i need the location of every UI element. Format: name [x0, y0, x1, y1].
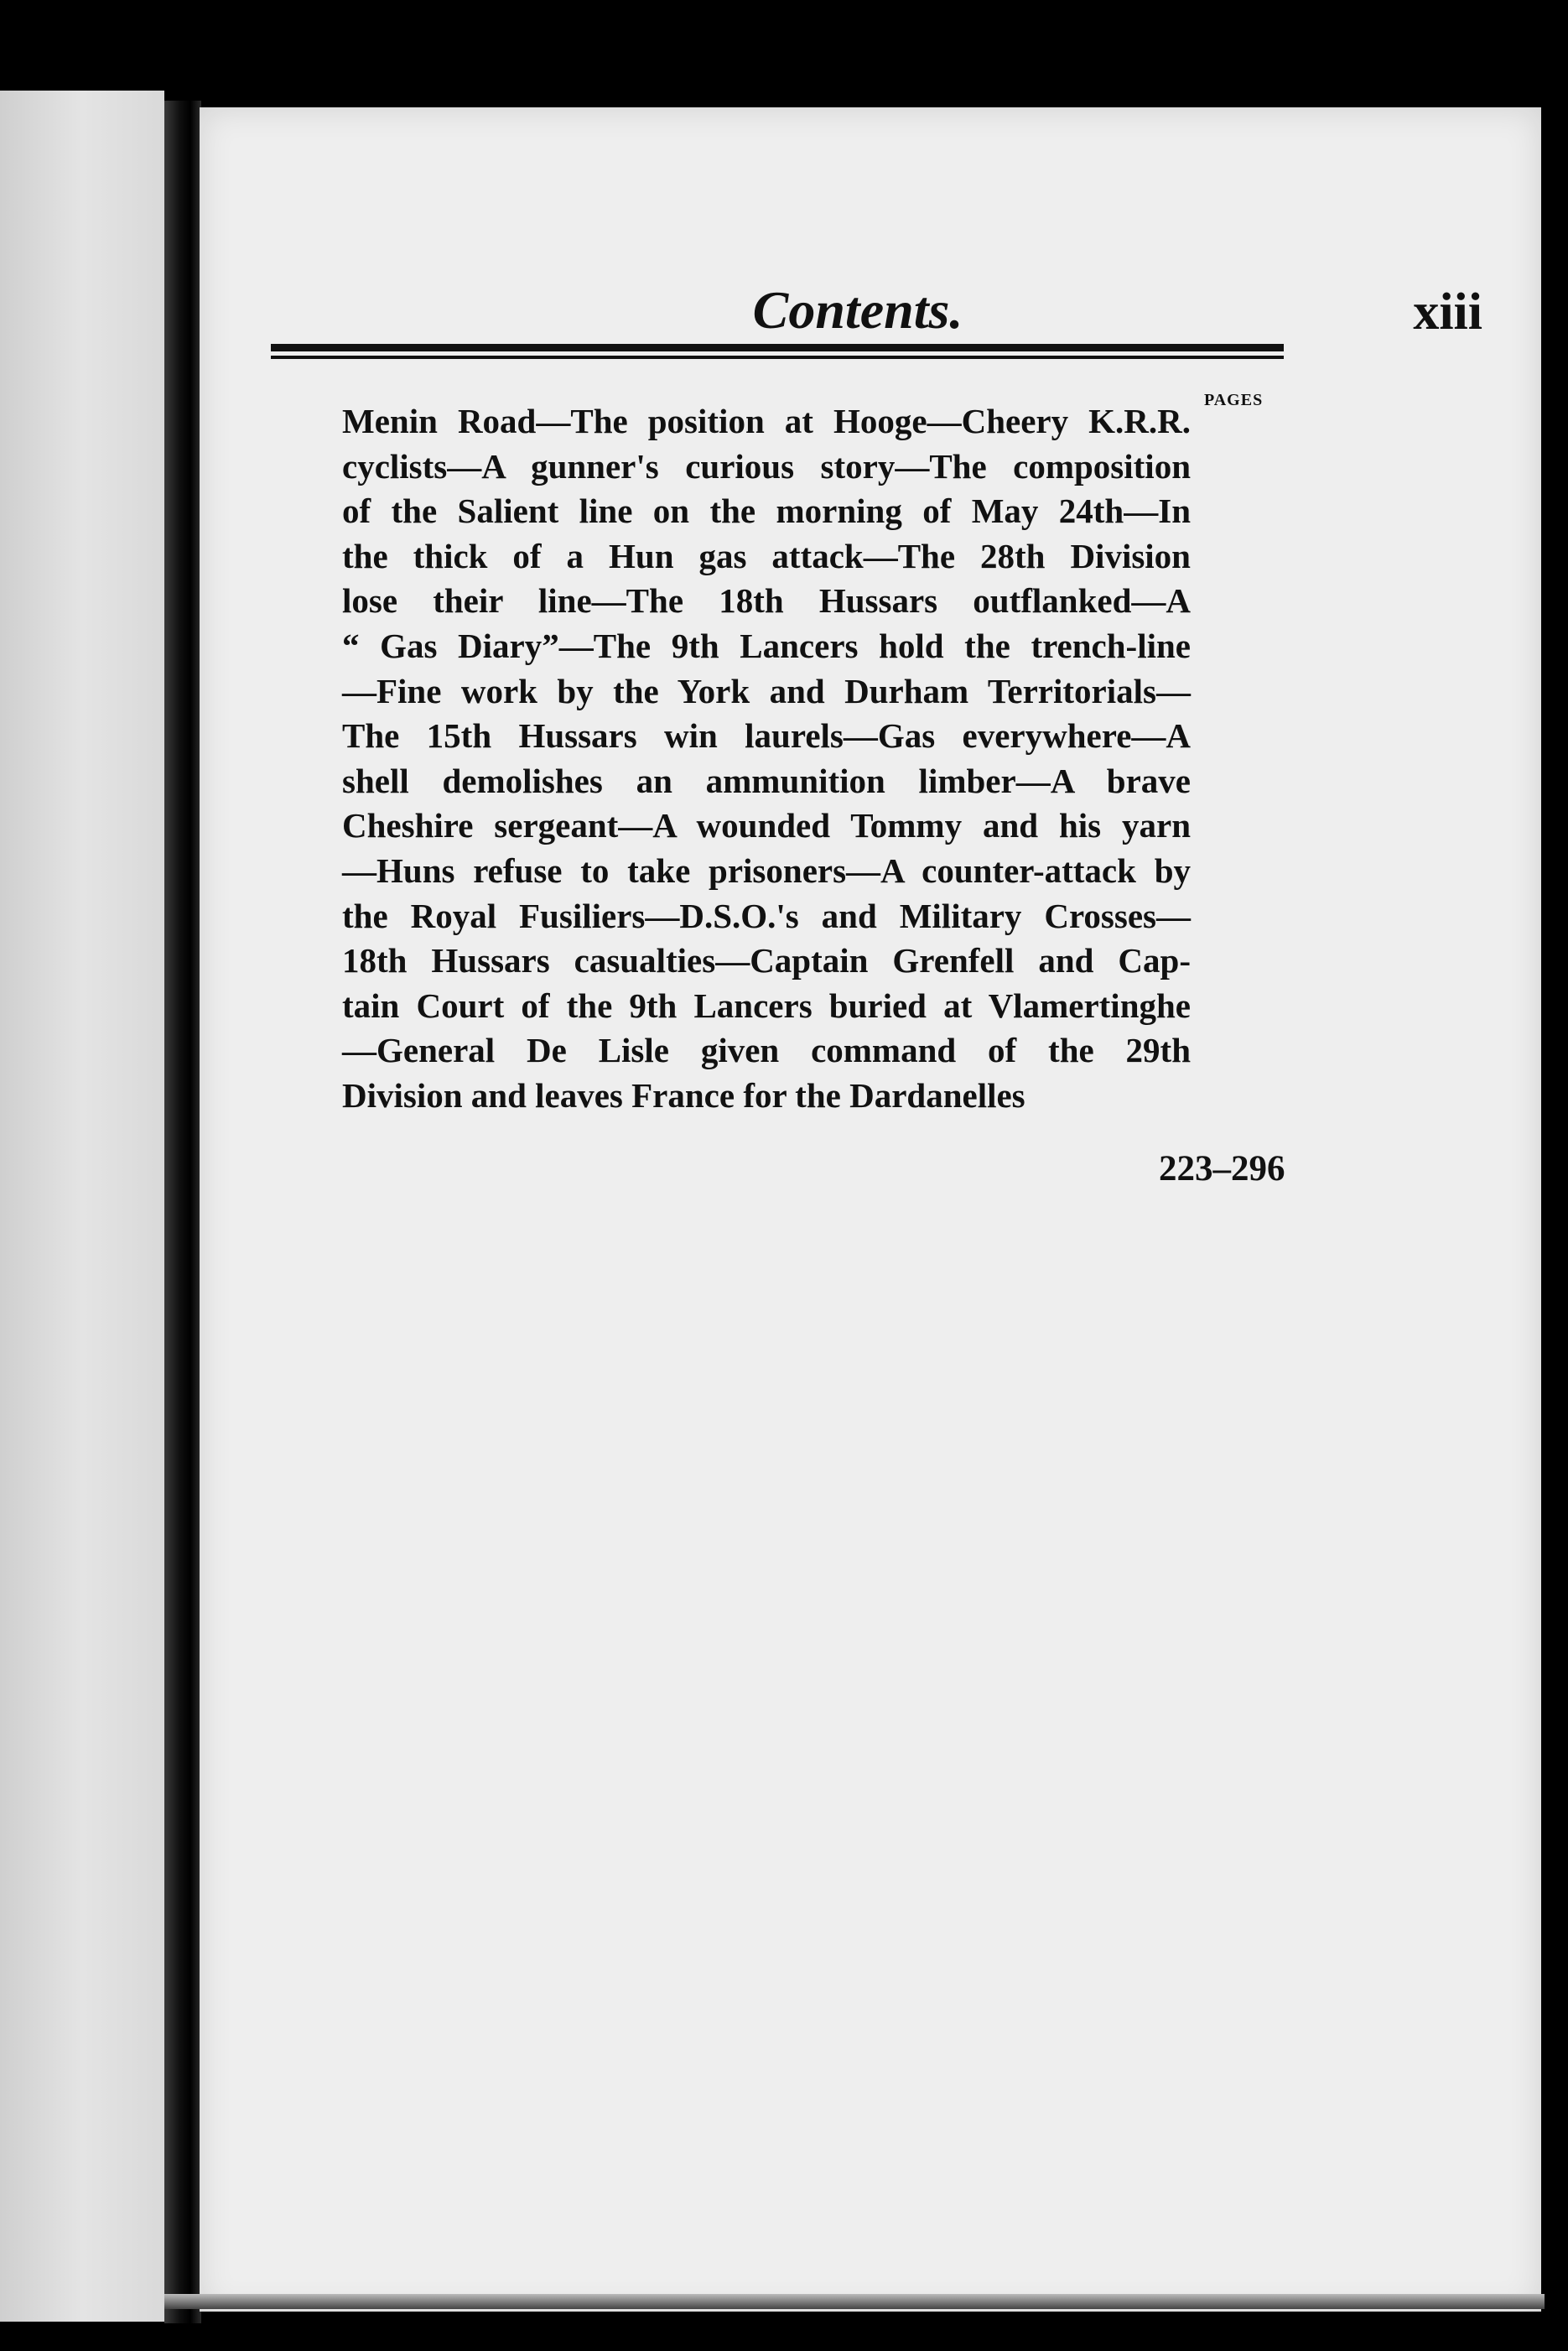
entry-line: —General De Lisle given command of the 29th [342, 1031, 1191, 1070]
entry-line: shell demolishes an ammunition limber—A brave [342, 761, 1191, 800]
page-bottom-edge [164, 2294, 1545, 2309]
book-gutter [164, 101, 201, 2323]
entry-line: —Fine work by the York and Durham Territorials— [342, 671, 1191, 710]
running-title: Contents. [752, 280, 963, 340]
entry-line: the thick of a Hun gas attack—The 28th Division [342, 536, 1191, 575]
facing-page-edge [0, 91, 164, 2322]
entry-line: the Royal Fusiliers—D.S.O.'s and Military Crosses— [342, 896, 1191, 935]
entry-line: 18th Hussars casualties—Captain Grenfell and Cap- [342, 941, 1191, 980]
entry-page-range: 223–296 [1159, 1149, 1285, 1189]
entry-line: Menin Road—The position at Hooge—Cheery K.R.R. [342, 402, 1191, 440]
header-rule-thick [271, 344, 1284, 351]
contents-entry [342, 399, 1191, 1119]
entry-line: lose their line—The 18th Hussars outflanked—A [342, 581, 1191, 621]
entry-line: —Huns refuse to take prisoners—A counter-attack by [342, 850, 1191, 890]
entry-line: Cheshire sergeant—A wounded Tommy and his yarn [342, 806, 1191, 845]
entry-line: Division and leaves France for the Dardanelles [342, 1075, 1025, 1115]
entry-line: of the Salient line on the morning of May 24th—In [342, 492, 1191, 531]
entry-line: The 15th Hussars win laurels—Gas everywhere—A [342, 716, 1191, 756]
page-number: xiii [1413, 283, 1482, 341]
header-rule-thin [271, 356, 1284, 359]
scanned-page [200, 107, 1541, 2312]
entry-line: “ Gas Diary”—The 9th Lancers hold the trench-line [342, 626, 1191, 665]
entry-line: cyclists—A gunner's curious story—The composition [342, 446, 1191, 486]
entry-line: tain Court of the 9th Lancers buried at Vlamertinghe [342, 986, 1191, 1025]
pages-column-label: PAGES [1204, 391, 1264, 409]
